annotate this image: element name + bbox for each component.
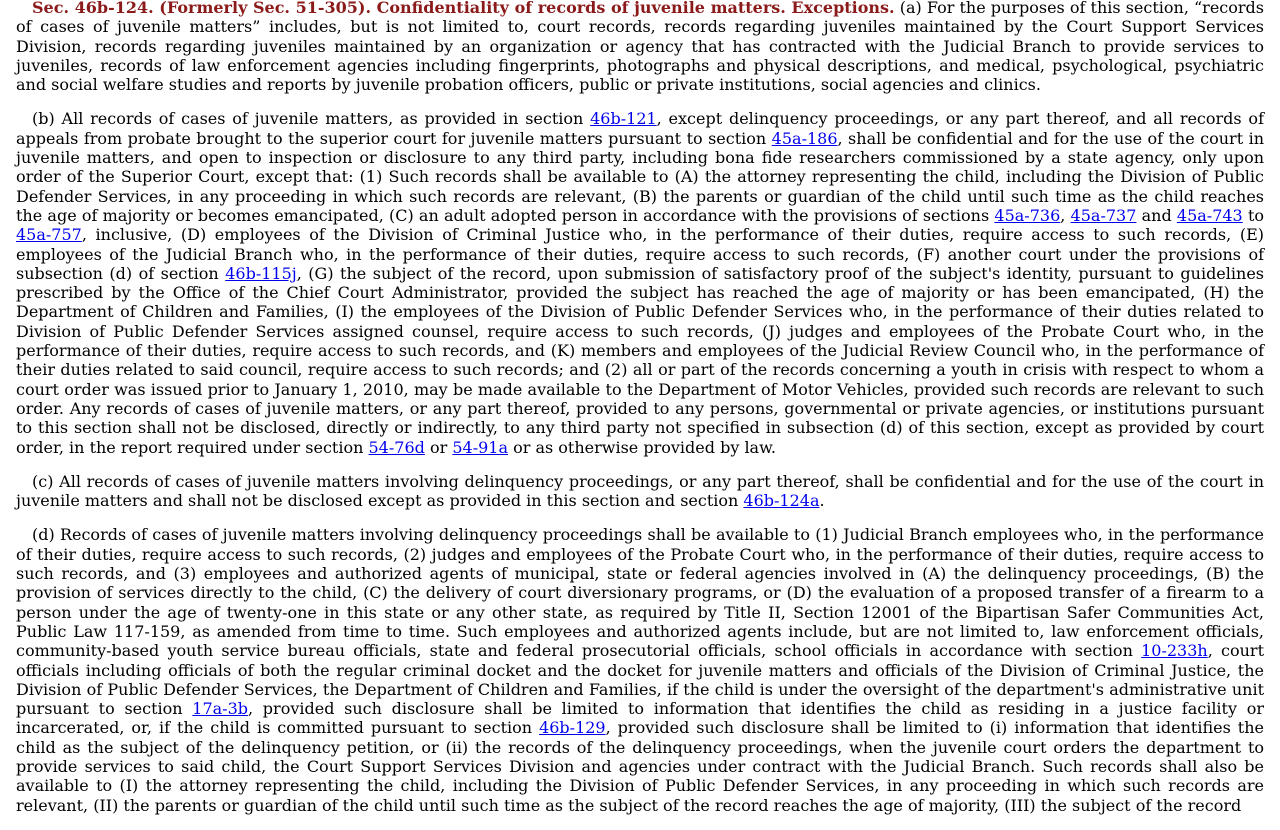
link-45a-186[interactable]: 45a-186: [771, 128, 838, 148]
link-46b-115j[interactable]: 46b-115j: [225, 263, 297, 283]
link-46b-121[interactable]: 46b-121: [590, 109, 657, 129]
subsection-b-text: , shall be confidential and for the use of the court in juvenile matters, and open to inspection or disclosure to any third party, including bona fide researchers commissioned by a state agency, only upon order of the Superior Court, except that: (1) Such records shall be available to (A) the attorney representing the child, including the Division of Public Defender Services, in any proceeding in which such records are relevant, (B) the parents or guardian of the child until such time as the child reaches the age of majority or becomes emancipated, (C) an adult adopted person in accordance with the provisions of sections: [16, 128, 1265, 225]
subsection-c: [16, 472, 1264, 511]
subsection-b-text: , (G) the subject of the record, upon submission of satisfactory proof of the subject's identity, pursuant to guidelines prescribed by the Office of the Chief Court Administrator, provided the subject has reached the age of majority or has been emancipated, (H) the Department of Children and Families, (I) the employees of the Division of Public Defender Services who, in the performance of their duties related to Division of Public Defender Services assigned counsel, require access to such records, (J) judges and employees of the Probate Court who, in the performance of their duties, require access to such records, and (K) members and employees of the Judicial Review Council who, in the performance of their duties related to said council, require access to such records; and (2) all or part of the records concerning a youth in crisis with respect to whom a court order was issued prior to January 1, 2010, may be made available to the Department of Motor Vehicles, provided such records are relevant to such order. Any records of cases of juvenile matters, or any part thereof, provided to any persons, governmental or private agencies, or institutions pursuant to this section shall not be disclosed, directly or indirectly, to any third party not specified in subsection (d) of this section, except as provided by court order, in the report required under section: [16, 263, 1264, 457]
link-46b-124a[interactable]: 46b-124a: [743, 491, 820, 511]
link-45a-736[interactable]: 45a-736: [994, 205, 1061, 225]
subsection-b-text: or as otherwise provided by law.: [508, 437, 776, 457]
subsection-c-text: .: [819, 491, 825, 511]
link-17a-3b[interactable]: 17a-3b: [192, 699, 249, 719]
subsection-b: [16, 109, 1264, 456]
subsection-b-text: , inclusive, (D) employees of the Division of Criminal Justice who, in the performance of their duties, require access to such records, (E) employees of the Judicial Branch who, in the performance of their duties, require access to such records, (F) another court under the provisions of subsection (d) of section: [16, 225, 1264, 283]
subsection-c-text: (c) All records of cases of juvenile matters involving delinquency proceedings, or any part thereof, shall be confidential and for the use of the court in juvenile matters and shall not be disclosed except as provided in this section and section: [16, 471, 1264, 511]
subsection-d-text: , court officials including officials of both the regular criminal docket and the docket for juvenile matters and officials of the Division of Criminal Justice, the Division of Public Defender Services, the Department of Children and Families, if the child is under the oversight of the department's administrative unit pursuant to section: [16, 641, 1264, 719]
subsection-b-text: ,: [1060, 205, 1071, 225]
subsection-d-text: , provided such disclosure shall be limited to information that identifies the child as residing in a justice facility or incarcerated, or, if the child is committed pursuant to section: [16, 699, 1265, 738]
subsection-b-text: (b) All records of cases of juvenile matters, as provided in section: [32, 109, 591, 129]
link-45a-737[interactable]: 45a-737: [1070, 205, 1137, 225]
subsection-b-text: and: [1136, 205, 1177, 225]
subsection-a: [16, 0, 1264, 94]
link-54-76d[interactable]: 54-76d: [368, 437, 425, 457]
section-catchline: Sec. 46b-124. (Formerly Sec. 51-305). Confidentiality of records of juvenile matters. Exceptions.: [32, 0, 895, 17]
link-45a-743[interactable]: 45a-743: [1176, 205, 1243, 225]
subsection-b-text: to: [1242, 205, 1265, 225]
subsection-a-text: (a) For the purposes of this section, “records of cases of juvenile matters” includes, but is not limited to, court records, records regarding juveniles maintained by the Court Support Services Division, records regarding juveniles maintained by an organization or agency that has contracted with the Judicial Branch to provide services to juveniles, records of law enforcement agencies including fingerprints, photographs and physical descriptions, and medical, psychological, psychiatric and social welfare studies and reports by juvenile probation officers, public or private institutions, social agencies and clinics.: [16, 0, 1264, 95]
link-54-91a[interactable]: 54-91a: [452, 437, 508, 457]
subsection-d-text: (d) Records of cases of juvenile matters involving delinquency proceedings shall be available to (1) Judicial Branch employees who, in the performance of their duties, require access to such records, (2) judges and employees of the Probate Court who, in the performance of their duties, require access to such records, and (3) employees and authorized agents of municipal, state or federal agencies involved in (A) the delinquency proceedings, (B) the provision of services directly to the child, (C) the delivery of court diversionary programs, or (D) the evaluation of a proposed transfer of a firearm to a person under the age of twenty-one in this state or any other state, as required by Title II, Section 12001 of the Bipartisan Safer Communities Act, Public Law 117-159, as amended from time to time. Such employees and authorized agents include, but are not limited to, law enforcement officials, community-based youth service bureau officials, state and federal prosecutorial officials, school officials in accordance with section: [16, 525, 1264, 661]
statute-page: [16, 0, 1264, 830]
link-10-233h[interactable]: 10-233h: [1141, 641, 1208, 661]
link-45a-757[interactable]: 45a-757: [16, 225, 82, 245]
subsection-b-text: or: [424, 437, 453, 457]
subsection-b-text: , except delinquency proceedings, or any part thereof, and all records of appeals from probate brought to the superior court for juvenile matters pursuant to section: [16, 109, 1264, 148]
subsection-d: [16, 525, 1264, 814]
subsection-d-text: , provided such disclosure shall be limited to (i) information that identifies the child as the subject of the delinquency petition, or (ii) the records of the delinquency proceedings, when the juvenile court orders the department to provide services to said child, the Court Support Services Division and agencies under contract with the Judicial Branch. Such records shall also be available to (I) the attorney representing the child, including the Division of Public Defender Services, in any proceeding in which such records are relevant, (II) the parents or guardian of the child until such time as the subject of the record reaches the age of majority, (III) the subject of the record: [16, 718, 1265, 815]
link-46b-129[interactable]: 46b-129: [539, 718, 606, 738]
